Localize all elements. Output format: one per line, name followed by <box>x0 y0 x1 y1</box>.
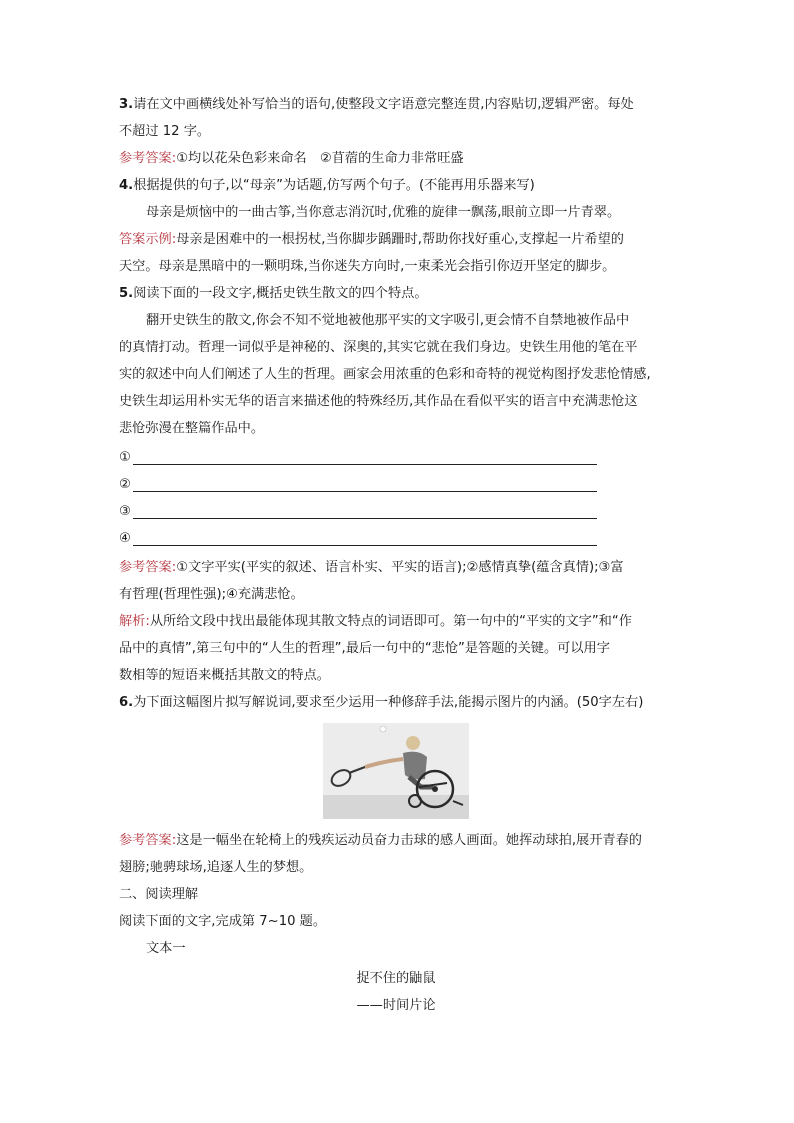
answer-blank-3[interactable] <box>119 503 599 521</box>
q4-answer-1 <box>119 231 679 249</box>
q4-answer-2: 天空。母亲是黑暗中的一颗明珠,当你迷失方向时,一束柔光会指引你迈开坚定的脚步。 <box>119 259 616 274</box>
q4-answer-text-1: 母亲是困难中的一根拐杖,当你脚步踽跚时,帮助你找好重心,支撑起一片希望的 <box>176 232 624 247</box>
q5-text: 阅读下面的一段文字,概括史铁生散文的四个特点。 <box>133 286 428 301</box>
q6-answer-text-1: 这是一幅坐在轮椅上的残疾运动员奋力击球的感人画面。她挥动球拍,展开青春的 <box>176 833 642 848</box>
article-subtitle: ——时间片论 <box>356 998 436 1013</box>
q6-answer-2: 翅膀;驰骋球场,追逐人生的梦想。 <box>119 860 313 875</box>
q5-answer-2: 有哲理(哲理性强);④充满悲怆。 <box>119 587 304 602</box>
blank-underline <box>133 464 597 465</box>
answer-label: 参考答案: <box>119 560 177 575</box>
q4-example: 母亲是烦恼中的一曲古筝,当你意志消沉时,优雅的旋律一飘荡,眼前立即一片青翠。 <box>146 205 621 220</box>
q5-answer-1 <box>119 559 679 577</box>
analysis-label: 解析: <box>119 614 150 629</box>
q5-passage-2: 的真情打动。哲理一词似乎是神秘的、深奥的,其实它就在我们身边。史铁生用他的笔在平 <box>119 340 638 355</box>
q6-text: 为下面这幅图片拟写解说词,要求至少运用一种修辞手法,能揭示图片的内涵。(50字左右) <box>133 695 644 710</box>
q5-answer-text-1: ①文字平实(平实的叙述、语言朴实、平实的语言);②感情真挚(蕴含真情);③富 <box>176 560 624 575</box>
q4-text: 根据提供的句子,以“母亲”为话题,仿写两个句子。(不能再用乐器来写) <box>133 178 535 193</box>
q5-passage-3: 实的叙述中向人们阐述了人生的哲理。画家会用浓重的色彩和奇特的视觉构图抒发悲怆情感, <box>119 367 651 382</box>
q3-answer <box>119 150 679 168</box>
answer-blank-2[interactable] <box>119 476 599 494</box>
article-title: 捉不住的鼬鼠 <box>356 971 436 986</box>
answer-label: 参考答案: <box>119 151 177 166</box>
q5-number: 5. <box>119 286 134 301</box>
q6-line <box>119 694 679 712</box>
text-label: 文本一 <box>146 941 186 956</box>
blank-underline <box>133 518 597 519</box>
section-instruction: 阅读下面的文字,完成第 7~10 题。 <box>119 914 327 929</box>
q6-answer-1 <box>119 832 679 850</box>
blank-number: ④ <box>119 531 131 546</box>
blank-number: ③ <box>119 504 131 519</box>
blank-number: ① <box>119 450 131 465</box>
q4-line <box>119 177 679 195</box>
answer-label: 参考答案: <box>119 833 177 848</box>
q3-number: 3. <box>119 97 134 112</box>
answer-blank-4[interactable] <box>119 530 599 548</box>
blank-underline <box>133 545 597 546</box>
q3-text-1: 请在文中画横线处补写恰当的语句,使整段文字语意完整连贯,内容贴切,逻辑严密。每处 <box>133 97 634 112</box>
section-heading: 二、阅读理解 <box>119 887 199 902</box>
answer-blank-1[interactable] <box>119 449 599 467</box>
blank-number: ② <box>119 477 131 492</box>
q5-analysis-1 <box>119 613 679 631</box>
q5-analysis-2: 品中的真情”,第三句中的“人生的哲理”,最后一句中的“悲怆”是答题的关键。可以用字 <box>119 641 610 656</box>
answer-label: 答案示例: <box>119 232 177 247</box>
q6-number: 6. <box>119 695 134 710</box>
q5-passage-1: 翻开史铁生的散文,你会不知不觉地被他那平实的文字吸引,更会情不自禁地被作品中 <box>146 313 630 328</box>
wheelchair-tennis-photo <box>323 723 469 819</box>
q5-analysis-3: 数相等的短语来概括其散文的特点。 <box>119 668 330 683</box>
q5-passage-5: 悲怆弥漫在整篇作品中。 <box>119 421 265 436</box>
q5-analysis-text-1: 从所给文段中找出最能体现其散文特点的词语即可。第一句中的“平实的文字”和“作 <box>149 614 632 629</box>
q5-line <box>119 285 679 303</box>
q5-passage-4: 史铁生却运用朴实无华的语言来描述他的特殊经历,其作品在看似平实的语言中充满悲怆这 <box>119 394 638 409</box>
q4-number: 4. <box>119 178 134 193</box>
q3-line-1 <box>119 96 679 114</box>
blank-underline <box>133 491 597 492</box>
q3-text-2: 不超过 12 字。 <box>119 124 211 139</box>
q3-answer-text: ①均以花朵色彩来命名 ②苜蓿的生命力非常旺盛 <box>176 151 464 166</box>
wheelchair-tennis-illustration <box>323 723 469 819</box>
